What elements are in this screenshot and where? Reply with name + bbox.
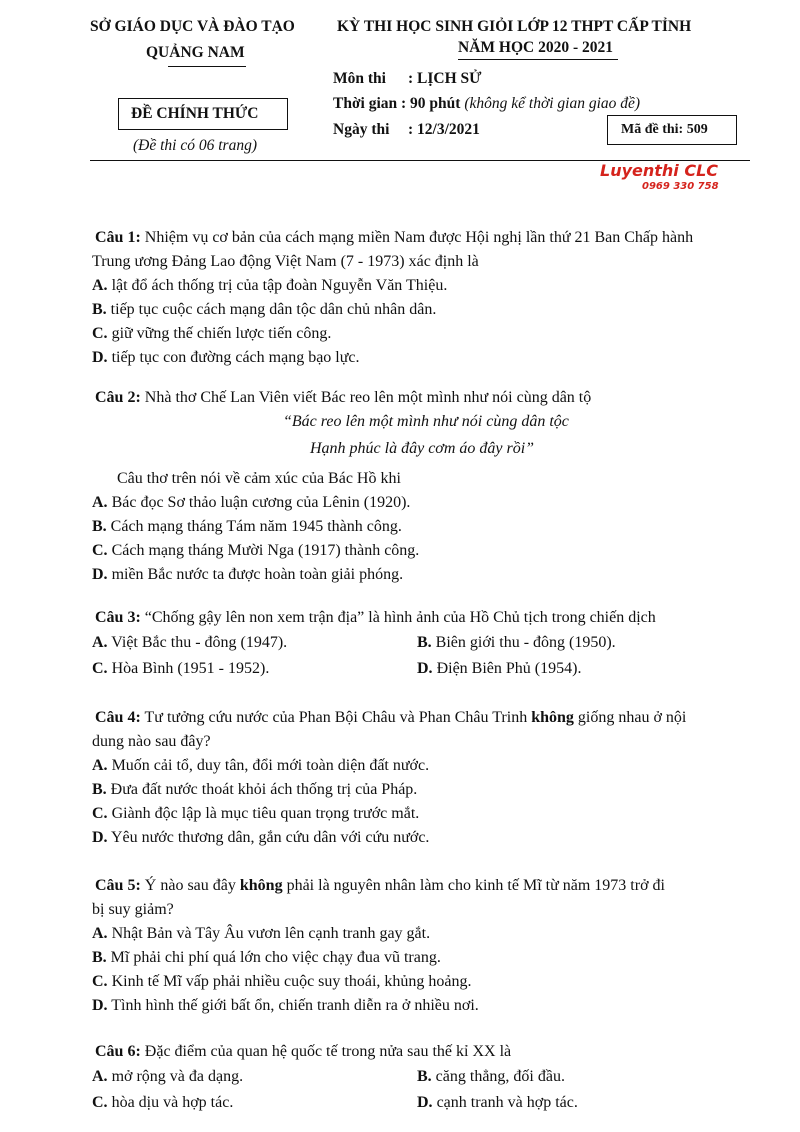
option-a: Bác đọc Sơ thảo luận cương của Lênin (1920). xyxy=(111,494,411,511)
province-name: QUẢNG NAM xyxy=(146,44,245,61)
school-year: NĂM HỌC 2020 - 2021 xyxy=(458,39,613,56)
option-c: hòa dịu và hợp tác. xyxy=(111,1094,234,1111)
option-a: lật đổ ách thống trị của tập đoàn Nguyễn Văn Thiệu. xyxy=(111,277,448,294)
option-c: Hòa Bình (1951 - 1952). xyxy=(111,660,270,677)
pages-note: (Đề thi có 06 trang) xyxy=(133,137,257,154)
option-c: Giành độc lập là mục tiêu quan trọng trước mắt. xyxy=(111,805,420,822)
option-letter: C. xyxy=(92,973,108,990)
option-letter: D. xyxy=(92,997,108,1014)
question-1 xyxy=(92,226,755,370)
option-letter: C. xyxy=(92,1094,108,1111)
option-letter: A. xyxy=(92,1068,108,1085)
option-letter: B. xyxy=(417,1068,432,1085)
province-underline xyxy=(168,66,246,67)
option-a: Muốn cải tổ, duy tân, đổi mới toàn diện đất nước. xyxy=(111,757,430,774)
school-year-underline xyxy=(458,59,618,60)
question-text: Nhà thơ Chế Lan Viên viết Bác reo lên một mình như nói cùng dân tộ xyxy=(144,389,592,406)
option-c: Cách mạng tháng Mười Nga (1917) thành công. xyxy=(111,542,420,559)
brand-phone: 0969 330 758 xyxy=(642,181,719,192)
option-d: Điện Biên Phủ (1954). xyxy=(436,660,582,677)
exam-code: Mã đề thi: 509 xyxy=(621,122,708,137)
question-text: Nhiệm vụ cơ bản của cách mạng miền Nam được Hội nghị lần thứ 21 Ban Chấp hành xyxy=(144,229,694,246)
option-b: Cách mạng tháng Tám năm 1945 thành công. xyxy=(110,518,402,535)
question-stem: Câu thơ trên nói về cảm xúc của Bác Hồ khi xyxy=(117,470,401,487)
date-value: : 12/3/2021 xyxy=(408,121,480,138)
department-line: SỞ GIÁO DỤC VÀ ĐÀO TẠO xyxy=(90,18,295,35)
subject-label: Môn thi xyxy=(333,70,386,87)
question-4 xyxy=(92,706,755,850)
option-a: Việt Bắc thu - đông (1947). xyxy=(111,634,288,651)
question-emphasis: không xyxy=(239,877,283,894)
option-d: Tình hình thế giới bất ổn, chiến tranh diễn ra ở nhiều nơi. xyxy=(111,997,479,1014)
question-text-cont: dung nào sau đây? xyxy=(92,733,211,750)
time-note: (không kể thời gian giao đề) xyxy=(464,95,641,112)
question-5 xyxy=(92,874,755,1018)
option-b: Biên giới thu - đông (1950). xyxy=(435,634,616,651)
option-d: miền Bắc nước ta được hoàn toàn giải phóng. xyxy=(111,566,404,583)
option-a: mở rộng và đa dạng. xyxy=(111,1068,244,1085)
question-label: Câu 3: xyxy=(95,609,141,626)
option-letter: B. xyxy=(92,781,107,798)
time-label: Thời gian : 90 phút xyxy=(333,95,461,112)
question-text: Ý nào sau đây xyxy=(144,877,236,894)
date-label: Ngày thi xyxy=(333,121,390,138)
option-b: Đưa đất nước thoát khỏi ách thống trị của Pháp. xyxy=(110,781,418,798)
question-label: Câu 4: xyxy=(95,709,141,726)
question-label: Câu 5: xyxy=(95,877,141,894)
option-b: Mĩ phải chi phí quá lớn cho việc chạy đua vũ trang. xyxy=(110,949,441,966)
brand-watermark: Luyenthi CLC xyxy=(600,161,719,180)
option-letter: B. xyxy=(92,301,107,318)
option-b: căng thẳng, đối đầu. xyxy=(435,1068,565,1085)
option-letter: B. xyxy=(92,518,107,535)
exam-code-box xyxy=(607,115,737,145)
option-letter: B. xyxy=(417,634,432,651)
option-letter: D. xyxy=(417,1094,433,1111)
option-d: Yêu nước thương dân, gắn cứu dân với cứu nước. xyxy=(110,829,430,846)
option-letter: A. xyxy=(92,277,108,294)
option-d: tiếp tục con đường cách mạng bạo lực. xyxy=(111,349,360,366)
option-letter: A. xyxy=(92,757,108,774)
option-letter: C. xyxy=(92,325,108,342)
question-text-tail: giống nhau ở nội xyxy=(577,709,687,726)
exam-title: KỲ THI HỌC SINH GIỎI LỚP 12 THPT CẤP TỈNH xyxy=(337,18,692,35)
question-text: “Chống gậy lên non xem trận địa” là hình ảnh của Hồ Chủ tịch trong chiến dịch xyxy=(144,609,656,626)
question-emphasis: không xyxy=(531,709,574,726)
question-3 xyxy=(92,606,755,682)
option-letter: A. xyxy=(92,494,108,511)
option-c: giữ vững thế chiến lược tiến công. xyxy=(111,325,332,342)
question-label: Câu 6: xyxy=(95,1043,141,1060)
official-box xyxy=(118,98,288,130)
question-text-tail: phải là nguyên nhân làm cho kinh tế Mĩ từ năm 1973 trở đi xyxy=(286,877,665,894)
question-text: Đặc điểm của quan hệ quốc tế trong nửa sau thế kỉ XX là xyxy=(144,1043,512,1060)
option-letter: D. xyxy=(92,349,108,366)
option-letter: C. xyxy=(92,660,108,677)
option-letter: B. xyxy=(92,949,107,966)
question-text-cont: Trung ương Đảng Lao động Việt Nam (7 - 1973) xác định là xyxy=(92,253,479,270)
question-text-cont: bị suy giảm? xyxy=(92,901,174,918)
option-c: Kinh tế Mĩ vấp phải nhiều cuộc suy thoái, khủng hoảng. xyxy=(111,973,472,990)
option-letter: D. xyxy=(417,660,433,677)
option-letter: A. xyxy=(92,925,108,942)
option-letter: A. xyxy=(92,634,108,651)
poem-line-1: “Bác reo lên một mình như nói cùng dân tộc xyxy=(283,413,569,430)
question-label: Câu 1: xyxy=(95,229,141,246)
option-letter: C. xyxy=(92,805,108,822)
question-2 xyxy=(92,386,755,587)
official-label: ĐỀ CHÍNH THỨC xyxy=(131,105,259,122)
time-line xyxy=(333,95,640,113)
question-label: Câu 2: xyxy=(95,389,141,406)
option-d: cạnh tranh và hợp tác. xyxy=(436,1094,578,1111)
question-6 xyxy=(92,1040,755,1116)
option-b: tiếp tục cuộc cách mạng dân tộc dân chủ nhân dân. xyxy=(110,301,437,318)
option-letter: C. xyxy=(92,542,108,559)
question-text: Tư tưởng cứu nước của Phan Bội Châu và Phan Châu Trinh xyxy=(144,709,528,726)
subject-value: : LỊCH SỬ xyxy=(408,70,482,87)
option-letter: D. xyxy=(92,566,108,583)
poem-line-2: Hạnh phúc là đây cơm áo đây rồi” xyxy=(310,440,535,457)
option-letter: D. xyxy=(92,829,108,846)
option-a: Nhật Bản và Tây Âu vươn lên cạnh tranh gay gắt. xyxy=(111,925,431,942)
